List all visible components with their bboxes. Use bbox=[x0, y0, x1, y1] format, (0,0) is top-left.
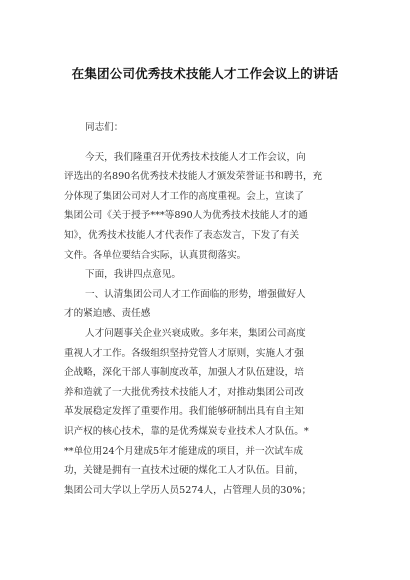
body-line: 今天，我们隆重召开优秀技术技能人才工作会议，向 bbox=[85, 151, 306, 163]
body-line: 才的紧迫感、责任感 bbox=[64, 308, 151, 320]
body-line: 企战略，深化干部人事制度改革，加强人才队伍建设，培 bbox=[64, 367, 304, 379]
body-line: 下面，我讲四点意见。 bbox=[85, 269, 181, 281]
body-line: 同志们： bbox=[85, 122, 124, 133]
body-line: 评选出的名890名优秀技术技能人才颁发荣誉证书和聘书，充 bbox=[64, 171, 323, 183]
body-line: 识产权的核心技术，靠的是优秀煤炭专业技术人才队伍。* bbox=[64, 425, 309, 437]
body-line: 一、认清集团公司人才工作面临的形势，增强做好人 bbox=[85, 288, 306, 300]
body-line: 文件。各单位要结合实际，认真贯彻落实。 bbox=[64, 249, 247, 261]
body-line: 分体现了集团公司对人才工作的高度重视。会上，宣读了 bbox=[64, 190, 304, 202]
body-line: 知》，优秀技术技能人才代表作了表态发言，下发了有关 bbox=[64, 229, 300, 241]
document-title: 在集团公司优秀技术技能人才工作会议上的讲话 bbox=[71, 66, 339, 81]
body-line: 集团公司大学以上学历人员5274人，占管理人员的30%； bbox=[64, 484, 312, 496]
document-body bbox=[64, 118, 354, 500]
body-line: **单位用24个月建成5年才能建成的项目，并一次试车成 bbox=[64, 445, 303, 457]
body-line: 革发展稳定发挥了重要作用。我们能够研制出具有自主知 bbox=[64, 406, 304, 418]
body-line: 重视人才工作。各级组织坚持党管人才原则，实施人才强 bbox=[64, 347, 304, 359]
body-line: 功，关键是拥有一直技术过硬的煤化工人才队伍。目前， bbox=[64, 465, 304, 477]
paragraph-gap bbox=[64, 138, 354, 148]
body-line: 养和造就了一大批优秀技术技能人才，对推动集团公司改 bbox=[64, 386, 304, 398]
body-line: 集团公司《关于授予***等890人为优秀技术技能人才的通 bbox=[64, 210, 308, 222]
body-line: 人才问题事关企业兴衰成败。多年来，集团公司高度 bbox=[85, 327, 306, 339]
